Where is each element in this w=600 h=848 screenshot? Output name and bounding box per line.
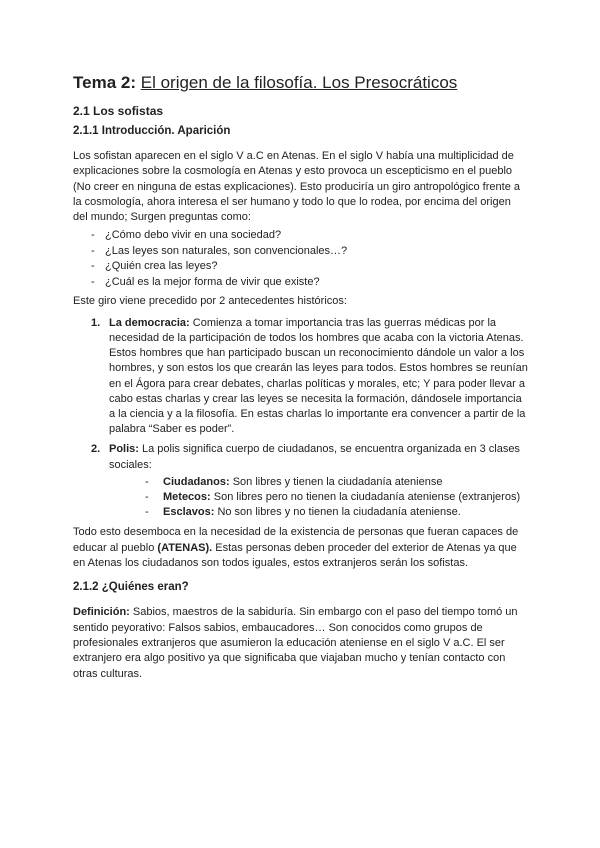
subsection-heading-2: 2.1.2 ¿Quiénes eran? (73, 581, 189, 594)
definition-label: Definición: (73, 606, 130, 619)
class-text: Son libres y tienen la ciudadanía ateniense (232, 475, 443, 488)
list-item (145, 490, 528, 505)
list-item: - ¿Las leyes son naturales, son convencionales…? (91, 244, 528, 260)
conclusion-bold: (ATENAS). (157, 541, 213, 554)
antecedents-list (73, 316, 528, 521)
subsection-heading-1: 2.1.1 Introducción. Aparición (73, 125, 231, 137)
title-text: El origen de la filosofía. Los Presocráticos (140, 73, 458, 92)
conclusion-paragraph (73, 525, 528, 571)
list-item (145, 505, 528, 520)
conclusion-text-b: Estas personas deben proceder del exterior de Atenas ya que en Atenas los ciudadanos son todos iguales, estos extranjeros serán los sofistas. (73, 541, 517, 570)
item-label: La democracia: (109, 316, 190, 329)
item-text: Comienza a tomar importancia tras las guerras médicas por la necesidad de la participación de todos los hombres que acaba con la victoria Atenas. Estos hombres que han participado buscan un reconocimiento dándole un valor a los hombres, y son estos los que crearán las leyes para todos. Estos hombres se reunían en el Ágora para crear debates, charlas políticas y morales, etc; Y para poder llevar a cabo estas charlas y crear las leyes se necesita la formación, dándosele importancia a la ciencia y a la filosofía. En estas charlas lo importante era convencer a partir de la palabra “Saber es poder”. (109, 316, 528, 436)
list-item: - ¿Cuál es la mejor forma de vivir que existe? (91, 275, 528, 291)
antecedent-democracia (91, 316, 528, 438)
antecedent-polis (91, 442, 528, 520)
item-number: 1. (91, 316, 101, 329)
conclusion-text-a: Todo esto desemboca en la necesidad de la existencia de personas que fueran capaces de educar al pueblo (73, 526, 519, 554)
definition-text: Sabios, maestros de la sabiduría. Sin embargo con el paso del tiempo tomó un sentido peyorativo: Falsos sabios, embaucadores… Son conocidos como grupos de profesionales extranjeros que asumieron la educación ateniense en el siglo V a.C. El ser extranjero era algo positivo ya que significaba que viajaban mucho y tenían contacto con otras culturas. (73, 606, 518, 680)
class-label: Ciudadanos: (163, 475, 230, 488)
class-text: Son libres pero no tienen la ciudadanía ateniense (extranjeros) (213, 491, 521, 504)
list-item (145, 475, 528, 490)
page-title (73, 72, 528, 94)
item-text: La polis significa cuerpo de ciudadanos, se encuentra organizada en 3 clases sociales: (109, 443, 520, 471)
antecedents-intro: Este giro viene precedido por 2 antecedentes históricos: (73, 295, 347, 308)
list-item: - ¿Cómo debo vivir en una sociedad? (91, 228, 528, 244)
social-classes-list (109, 475, 528, 521)
class-label: Metecos: (163, 491, 211, 504)
list-item: - ¿Quién crea las leyes? (91, 259, 528, 275)
definition-paragraph (73, 605, 528, 681)
intro-paragraph: Los sofistan aparecen en el siglo V a.C en Atenas. En el siglo V había una multiplicidad de explicaciones sobre la cosmología en Atenas y esto provoca un escepticismo en el pueblo (No creer en ninguna de estas explicaciones). Esto produciría un giro antropológico frente a la cosmología, ahora interesa el ser humano y todo lo que lo rodea, por encima del origen del mundo; Surgen preguntas como: (73, 150, 520, 224)
class-text: No son libres y no tienen la ciudadanía ateniense. (217, 506, 461, 519)
questions-list (73, 228, 528, 290)
section-heading: 2.1 Los sofistas (73, 104, 164, 118)
title-number: Tema 2: (73, 73, 136, 92)
class-label: Esclavos: (163, 506, 215, 519)
item-number: 2. (91, 443, 101, 456)
item-label: Polis: (109, 443, 139, 456)
